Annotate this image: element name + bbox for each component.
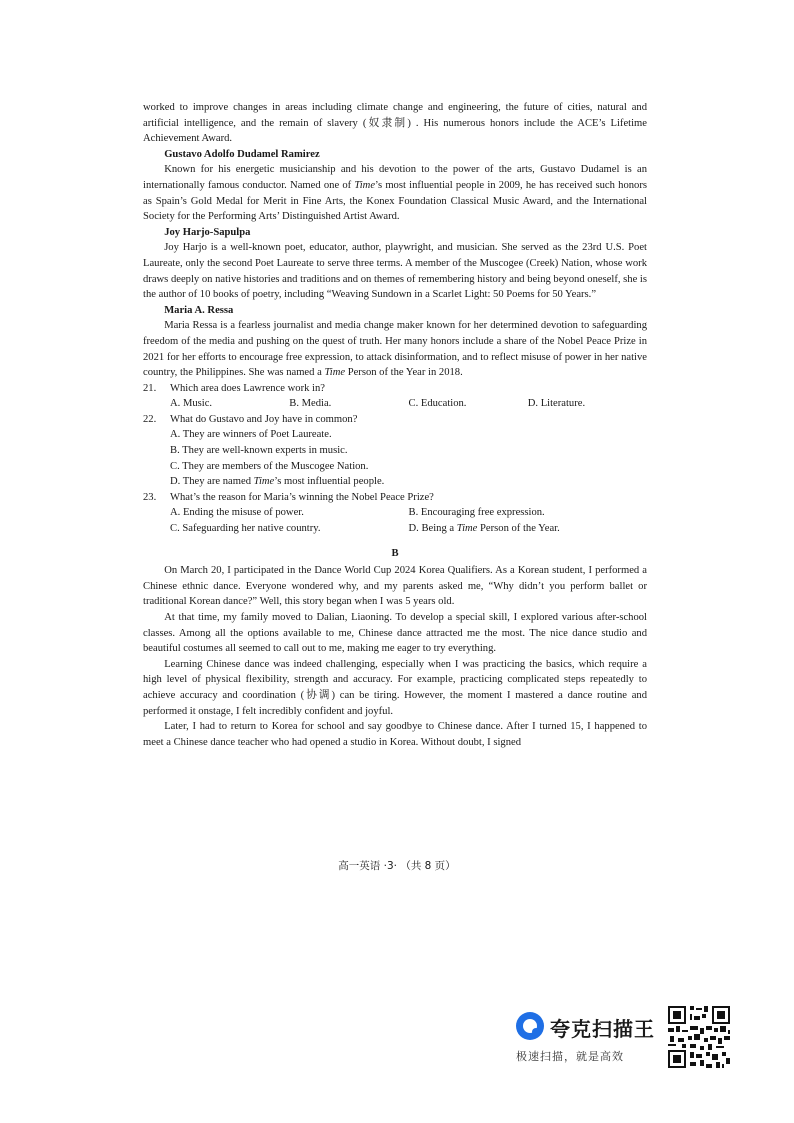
question-23: [143, 490, 647, 506]
question-21-number: 21.: [143, 382, 157, 394]
brand-name: 夸克扫描王: [550, 1017, 655, 1041]
scanner-watermark: [514, 1008, 664, 1068]
question-22-option-d-magazine: Time: [253, 476, 275, 488]
gustavo-paragraph: [143, 162, 647, 224]
maria-text-a: Maria Ressa is a fearless journalist and media change maker known for her determined devotion to safeguarding freedom of the media and pushing on the quest of truth. Her many honors include a share of the Nobel Peace Prize in 2021 for her efforts to encourage free expression, to attack disinformation, and to reflect misuse of power in her native country, the Philippines. She was named a: [143, 320, 647, 379]
question-21-option-d[interactable]: D. Literature.: [527, 398, 586, 410]
question-23-options-row-1: [143, 505, 647, 521]
passage-b-paragraph-3: Learning Chinese dance was indeed challenging, especially when I was practicing the basics, which require a high level of physical flexibility, strength and accuracy. For example, practicing complicated steps repeatedly to achieve accuracy and coordination (协调) can be tiring. However, the moment I mastered a dance routine and performed it onstage, I felt incredibly confident and joyful.: [143, 658, 647, 717]
question-23-option-b[interactable]: B. Encouraging free expression.: [408, 507, 545, 519]
passage-b-paragraph-1: On March 20, I participated in the Dance World Cup 2024 Korea Qualifiers. As a Korean student, I performed a Chinese ethnic dance. Everyone wondered why, and my parents asked me, “Why didn’t you perform ballet or traditional Korean dance?” Well, this story began when I was 5 years old.: [143, 565, 647, 608]
gustavo-text-a: Known for his energetic musicianship and his devotion to the power of the arts, Gustavo Dudamel is an internationally famous conductor. Named one of: [143, 164, 647, 191]
joy-paragraph: Joy Harjo is a well-known poet, educator, author, playwright, and musician. She served as the 23rd U.S. Poet Laureate, only the second Poet Laureate to serve three terms. A member of the Muscogee (Creek) Nation, whose work draws deeply on native histories and traditions and on themes of remembering history and being beyond oneself, she is the author of 10 books of poetry, including “Weaving Sundown in a Scarlet Light: 50 Poems for 50 Years.”: [143, 242, 647, 301]
passage-b-paragraph-2: At that time, my family moved to Dalian, Liaoning. To develop a special skill, I explored various after-school classes. Among all the options available to me, Chinese dance attracted me the most. The nice dance studio and beautiful costumes all seemed to call out to me, making me eager to try everything.: [143, 612, 647, 655]
question-22-option-d[interactable]: [143, 474, 647, 490]
question-23-stem: What’s the reason for Maria’s winning the Nobel Peace Prize?: [170, 491, 434, 503]
question-23-option-d[interactable]: [409, 521, 648, 537]
question-22-stem: What do Gustavo and Joy have in common?: [170, 413, 358, 425]
question-21-option-a[interactable]: A. Music.: [170, 398, 213, 410]
question-21: [143, 381, 647, 397]
question-23-number: 23.: [143, 491, 157, 503]
question-22: [143, 412, 647, 428]
page-footer: 高一英语 ·3· （共 8 页）: [338, 860, 456, 872]
quark-logo-icon: [516, 1012, 544, 1040]
question-22-option-d-b: ’s most influential people.: [274, 476, 385, 488]
passage-b-paragraph-4: Later, I had to return to Korea for school and say goodbye to Chinese dance. After I turned 15, I happened to meet a Chinese dance teacher who had opened a studio in Korea. Without doubt, I signed: [143, 721, 647, 748]
question-21-stem: Which area does Lawrence work in?: [170, 382, 326, 394]
gustavo-text-b: ’s most influential people in 2009, he has received such honors as Spain’s Gold Medal for Merit in Fine Arts, the Konex Foundation Classical Music Award, and the International Society for the Performing Arts’ Distinguished Artist Award.: [143, 179, 647, 223]
exam-page: [143, 100, 647, 750]
question-22-option-b[interactable]: B. They are well-known experts in music.: [170, 445, 348, 457]
question-22-option-d-a: D. They are named: [170, 476, 254, 488]
maria-heading: Maria A. Ressa: [164, 304, 234, 316]
maria-paragraph: [143, 318, 647, 380]
question-21-option-c[interactable]: C. Education.: [408, 398, 467, 410]
question-23-option-d-a: D. Being a: [408, 523, 457, 535]
qr-code-icon: [666, 1004, 732, 1070]
section-b-label: B: [391, 547, 399, 559]
maria-magazine: Time: [324, 367, 346, 379]
gustavo-magazine: Time: [354, 179, 376, 191]
question-23-option-a[interactable]: A. Ending the misuse of power.: [170, 507, 304, 519]
passage-a-paragraph-1: worked to improve changes in areas including climate change and engineering, the future of cities, natural and artificial intelligence, and the remain of slavery (奴隶制) . His numerous honors include the ACE’s Lifetime Achievement Award.: [143, 102, 647, 145]
brand-tagline: 极速扫描，就是高效: [516, 1050, 624, 1063]
question-22-option-c[interactable]: C. They are members of the Muscogee Nation.: [170, 460, 369, 472]
question-23-option-c[interactable]: C. Safeguarding her native country.: [170, 523, 321, 535]
gustavo-heading: Gustavo Adolfo Dudamel Ramirez: [164, 148, 320, 160]
question-21-option-b[interactable]: B. Media.: [289, 398, 332, 410]
question-22-option-a[interactable]: A. They are winners of Poet Laureate.: [170, 429, 332, 441]
question-23-option-d-b: Person of the Year.: [477, 523, 560, 535]
question-23-options-row-2: [143, 521, 647, 537]
question-21-options: [143, 396, 647, 412]
question-23-option-d-magazine: Time: [456, 523, 478, 535]
joy-heading: Joy Harjo-Sapulpa: [164, 226, 251, 238]
maria-text-b: Person of the Year in 2018.: [345, 367, 463, 379]
question-22-number: 22.: [143, 413, 157, 425]
